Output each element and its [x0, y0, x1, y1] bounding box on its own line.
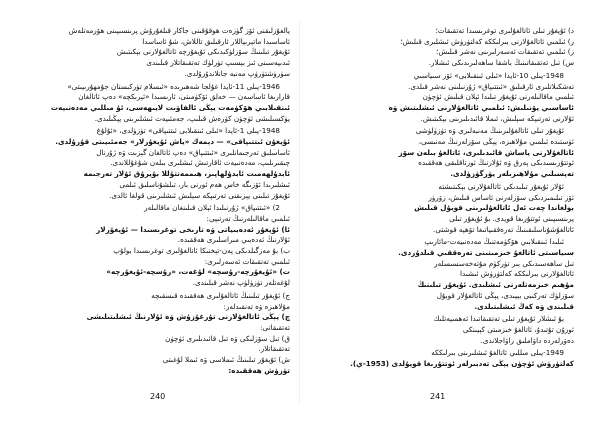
text-line: سۆزلۈك تەركىبى بېيىدى، يېڭى ئاتالغۇلار قوبۇل	[436, 290, 574, 300]
text-line: دەۋرلەردە داۋاملىق راۋاجلاندى.	[480, 335, 574, 345]
text-line: ئوتتۇرىسىدىكى پەرق ۋە ئۇلارنىڭ ئورتاقلىقى ھەققىدە	[418, 158, 574, 168]
text-line: چىقىرىلىپ، مەدەنىيەت ئاقارتىش ئىشلىرى بىلەن شۇغۇللاندى.	[110, 158, 290, 168]
text-line: مۇھىم خىزمەتلەرنى ئىشلىدى. ئۇيغۇر تىلىنىڭ	[417, 280, 574, 290]
text-line: ئىشلىرىدا ئۆزىگە خاس ھەم ئورنى بار، تىلشۇناسلىق ئىلمى	[119, 179, 290, 189]
text-line: ئۇيغۇن ئىتتىپاقى» — دېمەك «ياش ئۇيغۇرلار» جەمئىيىتى قۇرۇلدى.	[55, 137, 290, 147]
text-line: تەتقىقاتى:	[260, 322, 290, 332]
text-line: 1946-يىلى 11-ئايدا غۇلجا شەھىرىدە «ئىسلام تۈركىستان جۇمھۇرىيىتى»	[67, 81, 280, 91]
text-line: تەتقىقاتلار.	[258, 344, 290, 354]
text-line: ئۇيغۇر تىلى ئاتالغۇلىرىنىڭ مەنبەلىرى ۋە تۈزۈلۈشى	[415, 126, 564, 136]
text-line: ئۇيغۇر تىلىنىڭ سۆزلۈكىدىكى ئۇيغۇرچە ئاتالغۇلارنى بېكىتىش	[116, 47, 290, 57]
text-line: ئاتالغۇلارنى بىرلىككە كەلتۈرۈش ئىشىدا	[459, 269, 574, 279]
text-line: ئاساسىي يۆنىلىش: ئىلمىي ئاتالغۇلارنى ئىشلىتىش ۋە	[388, 102, 574, 112]
right-page-number: 241	[430, 392, 446, 401]
text-line: ئاتالغۇلارنى ياساش قائىدىلىرى، ئاتالغۇ بىلەن سۆز	[398, 147, 574, 157]
text-line: بولغاندا چەت ئەل ئاتالغۇلىرىنى قوبۇل قىلىش	[414, 203, 574, 213]
right-page-text	[315, 26, 574, 398]
text-line: ئۇلارنى تەرتىپكە سېلىش، ئىملا قائىدىلىرىنى بېكىتىش.	[420, 113, 574, 123]
text-line: ت) «ئۇيغۇرچە-رۇسچە» لۇغەت، «رۇسچە-ئۇيغۇرچە»	[106, 267, 290, 277]
text-line: ئۈستىدە ئىلمىي مۇلاھىزە، يېڭى سۆزلەرنىڭ مەنىسى،	[418, 137, 574, 147]
text-line: ئۆز تىلىمىزدىكى سۆزلەرنى ئاساس قىلىش، زۆرۈر	[428, 192, 574, 202]
text-line: سۈرۈشتۈرۈپ مەنبە جانلاندۇرۇلدى.	[184, 68, 290, 78]
text-line: ئۇلارنىڭ ئەدەبىي مىراسلىرى ھەققىدە.	[177, 235, 290, 245]
text-line: يالغۇزلىقنى ئۆز گۈزەت ھوقۇقىنى جاكار قىلغۇرۇش پرىنسىپىنى ھۆرمەتلەش	[68, 26, 290, 35]
text-line: لۇغەتلەر تۈزۈلۈپ نەشر قىلىندى.	[192, 278, 290, 288]
text-line: 1948-يىلى 10-ئايدا «ئىلى ئىنقىلابى» ئۆز سىياسىي	[413, 70, 564, 80]
text-line: س) تىل تەتقىقاتىنىڭ باشقا ساھەلىرىدىكى ئىشلار.	[428, 58, 574, 68]
text-line: ئۇيغۇر تىلىنى يېزىقنى تەرتىپكە سېلىش ئىشلىرىنى قولغا ئالدى.	[109, 190, 290, 200]
text-line: يۈكسىلىشى ئۈچۈن كۈرەش قىلىپ، جەمئىيەت ئىشلىرىنى يېڭىلىدى.	[94, 113, 290, 123]
text-line: ئا) ئۇيغۇر ئەدەبىياتى ۋە تارىخى توغرىسىدا — ئۇيغۇرلار	[96, 224, 290, 234]
text-line: ب) بۇ مەزگىلدىكى پەن-تېخنىكا ئاتالغۇلىرى توغرىسىدا بولۇپ	[113, 246, 290, 256]
text-line: مۇلاھىزە ۋە تەنقىدلەر:	[223, 301, 290, 311]
text-line: ش) ئۇيغۇر تىلىنىڭ ئىملاسى ۋە ئىملا لۇغىتى	[162, 355, 290, 365]
text-line: ز) ئىلمىي تەتقىقات ئەسەرلىرىنى نەشر قىلىش؛	[436, 47, 574, 57]
text-line: كەلتۈرۈش ئۈچۈن يېڭى تەدبىرلەر ئوتتۇرىغا قويۇلدى (1953-ي).	[350, 359, 574, 369]
text-line: ر) ئىلمىي ئاتالغۇلارنى بىرلىككە كەلتۈرۈش ئىشلىرى قىلىش؛	[400, 36, 574, 46]
text-line: ج) ئۇيغۇر تىلىنىڭ ئاتالغۇلىرى ھەققىدە قىسقىچە	[151, 290, 290, 300]
text-line: ئىلمىي ماقالىلەرنى ئۇيغۇر تىلىدا ئېلان قىلىش ئۈچۈن	[422, 92, 574, 102]
text-line: ئىلىدا ئىنقىلابىي ھۆكۈمەتنىڭ مەدەنىيەت-مائارىپ	[424, 237, 564, 247]
text-line: ئىلمىي تەتقىقات ئەسەرلىرى:	[204, 256, 290, 266]
text-line: تەشكىلاتلىرى ئارقىلىق «ئىتتىپاق» ژۇرنىلىنى نەشر قىلدى.	[408, 81, 574, 91]
text-line: بۇ ئىشلار ئۇيغۇر تىلى تەتقىقاتىدا ئەھمىيەتلىك	[433, 314, 564, 324]
text-line: د) ئۇيغۇر تىلى ئاتالغۇلىرى توغرىسىدا تەتقىقات؛	[435, 26, 574, 35]
text-line: 1948-يىلى 1-ئايدا «ئىلى ئىنقىلابى ئىتتىپاقى» تۈزۈلدى، «ئۇلۇغ	[96, 126, 280, 136]
text-line: ئۇلار ئۇيغۇر تىلىدىكى ئاتالغۇلارنى بېكىتىشتە	[438, 181, 564, 191]
gutter-divider	[299, 20, 300, 405]
text-line: ئورۇن تۇتىدۇ، ئاتالغۇ خىزمىتى كېيىنكى	[462, 324, 574, 334]
text-line: 2) «ئىتتىپاق» ژۇرنىلىدا ئېلان قىلىنغان ماقالىلەر	[144, 203, 280, 213]
text-line: ئىلمىي ماقالىلەرنىڭ تەرتىپى:	[206, 213, 290, 223]
left-page-number: 240	[150, 392, 166, 401]
text-line: تۈزۈش ھەققىدە:	[228, 365, 290, 375]
text-line: ق) تىل سۆزلىكى ۋە تىل قائىدىلىرى ئۈچۈن	[165, 333, 290, 343]
text-line: ئاساسىدا ماتېرىياللار ئارقىلىق تاللاش، شۇ ئاساسدا	[142, 36, 290, 46]
text-line: قىلىندى ۋە كەڭ ئىشلىتىلدى.	[474, 301, 574, 311]
text-line: قارارىغا ئاساسەن — خەلق ئۆكۈمىتى، ئارىسىدا «ئېرىكچە» دەپ ئاتالغان	[78, 92, 290, 102]
text-line: 1949-يىلى مىللىي ئاتالغۇ ئىشلىرىنى بىرلىككە	[431, 348, 564, 358]
text-line: ئىنقىلابىي ھۆكۈمەت يېڭى ئالفاۋىت لايىھەسى، ئۇ مىللىي مەدەنىيەت	[50, 102, 290, 112]
left-page-text	[31, 26, 290, 398]
text-line: ئاساسلىق تەرجىمانلىرى «ئىتتىپاق» دەپ ئاتالغان گېزىت ۋە ژۇرنال	[96, 147, 290, 157]
text-line: ئاتالغۇشۇناسلىقىنىڭ تەرەققىياتىغا تۆھپە قوشتى.	[433, 224, 574, 234]
text-line: ئىدىيەسىنى ئىز بېسىپ تۈرلۈك تەتقىقاتلار قىلىندى	[146, 58, 290, 68]
text-line: ئابدۇلھەمىت ئابدۇلھاپىز، ھىممەتتۇللا بۇيرۇق ئۇلار تەرجىمە	[83, 169, 290, 179]
text-line: چ) يېڭى ئاتالغۇلارنى تۇرغۇزۇش ۋە ئۇلارنىڭ ئىشلىتىلىشى	[86, 312, 290, 322]
text-line: تىل ساھەسىدىكى بىر تۈركۈم مۇتەخەسسىسلەر	[434, 258, 574, 268]
text-line: سىياسىتى ئاتالغۇ خىزمىتىنى تەرەققىي قىلدۇردى.	[398, 248, 574, 258]
text-line: تەپسىلىي مۇلاھىزىلەر يۈرگۈزۈلدى.	[450, 169, 574, 179]
text-line: پرىنسىپىنى ئوتتۇرىغا قويدى. بۇ ئۇيغۇر تىلى	[449, 213, 574, 223]
